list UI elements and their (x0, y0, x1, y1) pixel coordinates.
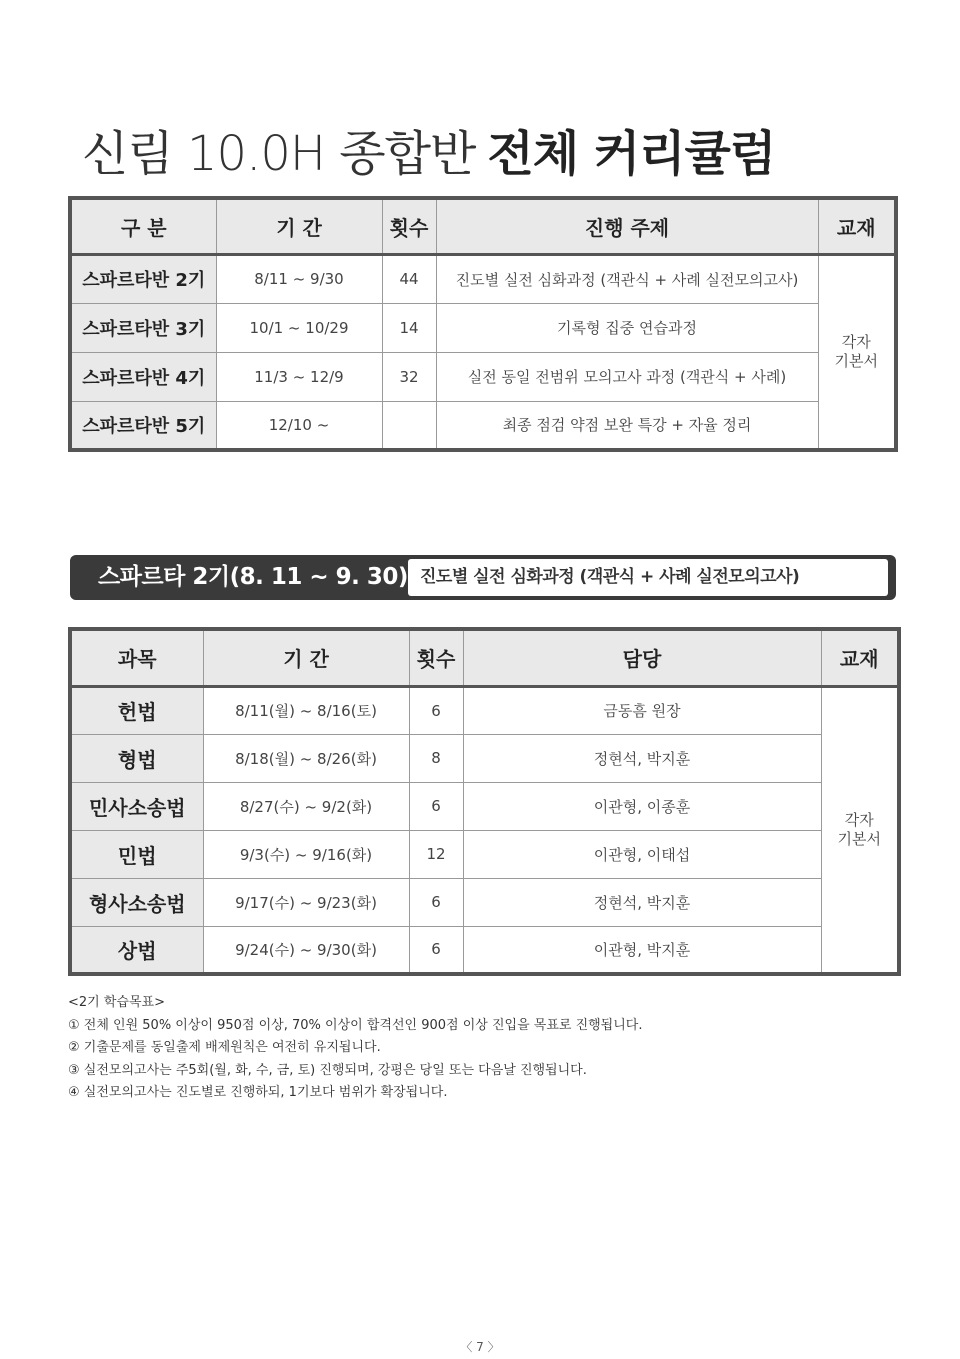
table-row (70, 734, 899, 782)
table-row (70, 352, 896, 401)
subject-count: 12 (409, 830, 463, 878)
subject-instructor: 이관형, 이종훈 (463, 782, 821, 830)
table-header-row (70, 629, 899, 686)
course-topic: 진도별 실전 심화과정 (객관식 + 사례 실전모의고사) (436, 254, 818, 303)
subject-instructor: 이관형, 박지훈 (463, 926, 821, 974)
page-title (82, 124, 775, 184)
course-period: 12/10 ~ (216, 401, 382, 450)
page-title-bold: 전체 커리큘럼 (487, 126, 776, 182)
column-header: 구 분 (70, 198, 216, 254)
subject-name: 민법 (70, 830, 203, 878)
goal-item: ① 전체 인원 50% 이상이 950점 이상, 70% 이상이 합격선인 900점 이상 진입을 목표로 진행됩니다. (68, 1017, 643, 1033)
table-row (70, 878, 899, 926)
course-name: 스파르타반 2기 (70, 254, 216, 303)
course-period: 8/11 ~ 9/30 (216, 254, 382, 303)
table-row (70, 686, 899, 734)
course-period: 10/1 ~ 10/29 (216, 303, 382, 352)
column-header: 진행 주제 (436, 198, 818, 254)
subject-instructor: 정현석, 박지훈 (463, 878, 821, 926)
textbook-line: 기본서 (837, 829, 881, 848)
subject-count: 8 (409, 734, 463, 782)
curriculum-table (68, 196, 898, 452)
textbook-cell (821, 686, 899, 974)
table-row (70, 782, 899, 830)
subject-instructor: 정현석, 박지훈 (463, 734, 821, 782)
subject-count: 6 (409, 926, 463, 974)
column-header: 횟수 (382, 198, 436, 254)
page-number: 〈 7 〉 (460, 1340, 500, 1354)
subject-period: 8/27(수) ~ 9/2(화) (203, 782, 409, 830)
page-title-light: 신림 10.0H 종합반 (82, 126, 476, 182)
course-name: 스파르타반 3기 (70, 303, 216, 352)
subject-name: 헌법 (70, 686, 203, 734)
subject-name: 형사소송법 (70, 878, 203, 926)
subject-name: 민사소송법 (70, 782, 203, 830)
table-row (70, 401, 896, 450)
table-header-row (70, 198, 896, 254)
course-count: 44 (382, 254, 436, 303)
subject-period: 8/11(월) ~ 8/16(토) (203, 686, 409, 734)
column-header: 횟수 (409, 629, 463, 686)
subject-count: 6 (409, 782, 463, 830)
subject-instructor: 금동흠 원장 (463, 686, 821, 734)
learning-goals (68, 992, 888, 1105)
subject-period: 9/24(수) ~ 9/30(화) (203, 926, 409, 974)
subject-count: 6 (409, 686, 463, 734)
column-header: 교재 (821, 629, 899, 686)
table-row (70, 254, 896, 303)
subject-count: 6 (409, 878, 463, 926)
goal-item: ② 기출문제를 동일출제 배제원칙은 여전히 유지됩니다. (68, 1040, 381, 1055)
table-row (70, 303, 896, 352)
course-name: 스파르타반 4기 (70, 352, 216, 401)
subject-period: 9/17(수) ~ 9/23(화) (203, 878, 409, 926)
schedule-table (68, 627, 901, 976)
table-row (70, 830, 899, 878)
textbook-cell (818, 254, 896, 450)
column-header: 담당 (463, 629, 821, 686)
column-header: 교재 (818, 198, 896, 254)
goal-item: ③ 실전모의고사는 주5회(월, 화, 수, 금, 토) 진행되며, 강평은 당일 또는 다음날 진행됩니다. (68, 1062, 587, 1078)
textbook-line: 기본서 (834, 351, 878, 370)
section-banner (70, 555, 896, 600)
banner-description: 진도별 실전 심화과정 (객관식 + 사례 실전모의고사) (420, 567, 800, 587)
subject-name: 형법 (70, 734, 203, 782)
course-count: 32 (382, 352, 436, 401)
column-header: 기 간 (203, 629, 409, 686)
table-row (70, 926, 899, 974)
textbook-line: 각자 (841, 332, 871, 351)
subject-period: 9/3(수) ~ 9/16(화) (203, 830, 409, 878)
course-topic: 최종 점검 약점 보완 특강 + 자율 정리 (436, 401, 818, 450)
course-count (382, 401, 436, 450)
column-header: 과목 (70, 629, 203, 686)
course-topic: 기록형 집중 연습과정 (436, 303, 818, 352)
column-header: 기 간 (216, 198, 382, 254)
subject-instructor: 이관형, 이태섭 (463, 830, 821, 878)
goals-heading: <2기 학습목표> (68, 995, 165, 1010)
subject-period: 8/18(월) ~ 8/26(화) (203, 734, 409, 782)
textbook-line: 각자 (844, 810, 874, 829)
course-period: 11/3 ~ 12/9 (216, 352, 382, 401)
banner-title: 스파르타 2기(8. 11 ~ 9. 30) (98, 564, 408, 590)
course-topic: 실전 동일 전범위 모의고사 과정 (객관식 + 사례) (436, 352, 818, 401)
subject-name: 상법 (70, 926, 203, 974)
goal-item: ④ 실전모의고사는 진도별로 진행하되, 1기보다 범위가 확장됩니다. (68, 1085, 448, 1100)
banner-description-box (408, 559, 888, 596)
course-name: 스파르타반 5기 (70, 401, 216, 450)
course-count: 14 (382, 303, 436, 352)
